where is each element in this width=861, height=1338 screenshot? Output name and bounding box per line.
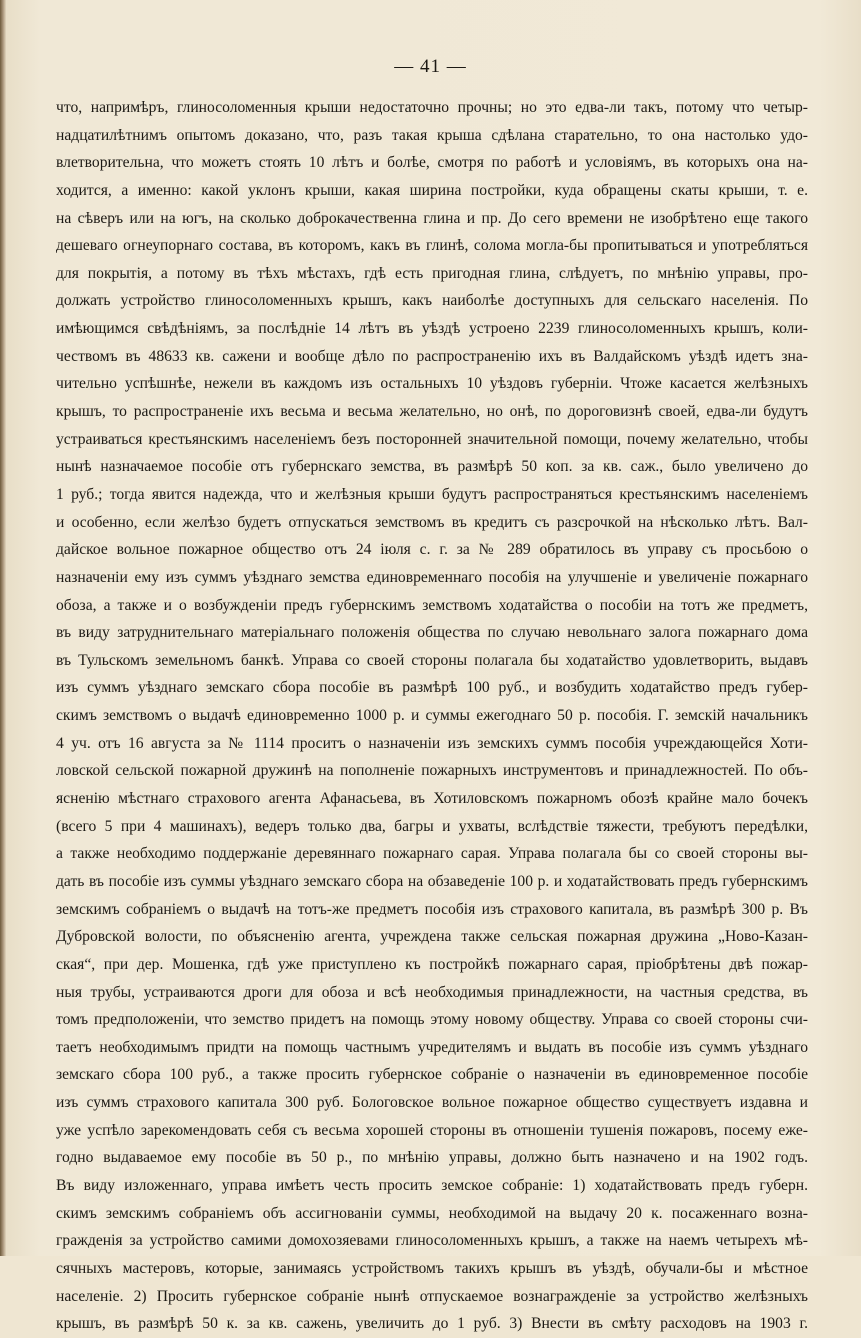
text-line: гражденія за устройство самими домохозяевами глиносоломенныхъ крышъ, а также на наемъ четырехъ мѣ- [56, 1232, 808, 1250]
text-line: изъ суммъ страхового капитала 300 руб. Бологовское вольное пожарное общество существуетъ издавна и [56, 1094, 808, 1112]
text-line: Въ виду изложеннаго, управа имѣетъ честь просить земское собраніе: 1) ходатайствовать предъ губерн. [56, 1176, 808, 1194]
text-line: дешеваго огнеупорнаго состава, въ которомъ, какъ въ глинѣ, солома могла-бы пропитываться и употребляться [56, 237, 808, 255]
text-line: уже успѣло зарекомендовать себя съ весьма хорошей стороны въ отношеніи тушенія пожаровъ, посему еже- [56, 1121, 808, 1139]
text-line: на сѣверъ или на югъ, на сколько доброкачественна глина и пр. До сего времени не изобрѣтено еще такого [56, 209, 808, 227]
text-line: сячныхъ мастеровъ, которые, занимаясь устройствомъ такихъ крышъ въ уѣздѣ, обучали-бы и мѣстное [56, 1259, 808, 1277]
text-line: (всего 5 при 4 машинахъ), ведеръ только два, багры и ухваты, вслѣдствіе тяжести, требуютъ передѣлки, [56, 817, 808, 835]
text-line: земскаго сбора 100 руб., а также просить губернское собраніе о назначеніи въ единовременное пособіе [56, 1066, 808, 1084]
text-line: изъ суммъ уѣзднаго земскаго сбора пособіе въ размѣрѣ 100 руб., и возбудить ходатайство предъ губер- [56, 679, 808, 697]
text-line: устраиваться крестьянскимъ населеніемъ безъ посторонней значительной помощи, почему желательно, чтобы [56, 430, 808, 448]
text-line: томъ предположеніи, что земство придетъ на помощь этому новому обществу. Управа со своей стороны счи- [56, 1011, 808, 1029]
text-line: а также необходимо поддержаніе деревяннаго пожарнаго сарая. Управа полагала бы со своей стороны вы- [56, 845, 808, 863]
text-line: скимъ земствомъ о выдачѣ единовременно 1000 р. и суммы ежегоднаго 50 р. пособія. Г. земскій начальникъ [56, 707, 808, 725]
text-line: что, напримѣръ, глиносоломенныя крыши недостаточно прочны; но это едва-ли такъ, потому что четыр- [56, 99, 808, 116]
text-line: обоза, а также и о возбужденіи предъ губернскимъ земствомъ ходатайства о пособіи на тотъ же предметъ, [56, 596, 808, 614]
text-line: въ виду затруднительнаго матеріальнаго положенія общества по случаю невольнаго залога пожарнаго дома [56, 624, 808, 642]
text-line: надцатилѣтнимъ опытомъ доказано, что, разъ такая крыша сдѣлана старательно, то она настолько удо- [56, 126, 808, 144]
text-line: дать въ пособіе изъ суммы уѣзднаго земскаго сбора на обзаведеніе 100 р. и ходатайствовать предъ губернскимъ [56, 872, 808, 890]
text-line: влетворительна, что можетъ стоять 10 лѣтъ и болѣе, смотря по работѣ и условіямъ, въ которыхъ она на- [56, 154, 808, 172]
text-line: ныя трубы, устраиваются дроги для обоза и всѣ необходимыя принадлежности, на частныя средства, въ [56, 983, 808, 1001]
text-line: нынѣ назначаемое пособіе отъ губернскаго земства, въ размѣрѣ 50 коп. за кв. саж., было увеличено до [56, 458, 808, 476]
page-number: — 41 — [394, 56, 467, 77]
body-text [56, 94, 808, 1338]
text-line: для покрытія, а потому въ тѣхъ мѣстахъ, гдѣ есть пригодная глина, слѣдуетъ, по мнѣнію управы, про- [56, 264, 808, 282]
text-line: ловской сельской пожарной дружинѣ на пополненіе пожарныхъ инструментовъ и принадлежностей. По объ- [56, 762, 808, 780]
text-line: чествомъ въ 48633 кв. сажени и вообще дѣло по распространенію ихъ въ Валдайскомъ уѣздѣ идетъ зна- [56, 347, 808, 365]
text-line: населеніе. 2) Просить губернское собраніе нынѣ отпускаемое вознагражденіе за устройство желѣзныхъ [56, 1287, 808, 1305]
text-line: крышъ, въ размѣрѣ 50 к. за кв. сажень, увеличить до 1 руб. 3) Внести въ смѣту расходовъ на 1903 г. [56, 1315, 808, 1333]
text-line: чительно успѣшнѣе, нежели въ каждомъ изъ остальныхъ 10 уѣздовъ губерніи. Чтоже касается желѣзныхъ [56, 375, 808, 393]
text-line: назначеніи ему изъ суммъ уѣзднаго земства единовременнаго пособія на улучшеніе и увеличеніе пожарнаго [56, 568, 808, 586]
text-line: и особенно, если желѣзо будетъ отпускаться земствомъ въ кредитъ съ разсрочкой на нѣсколько лѣтъ. Вал- [56, 513, 808, 531]
text-line: ская“, при дер. Мошенка, гдѣ уже приступлено къ постройкѣ пожарнаго сарая, пріобрѣтены двѣ пожар- [56, 955, 808, 973]
text-line: земскимъ собраніемъ о выдачѣ на тотъ-же предметъ пособія изъ страхового капитала, въ размѣрѣ 300 р. Въ [56, 900, 808, 918]
text-line: 4 уч. отъ 16 августа за № 1114 проситъ о назначеніи изъ земскихъ суммъ пособія учреждающейся Хоти- [56, 734, 808, 752]
page-binding-edge [0, 0, 6, 1256]
text-line: 1 руб.; тогда явится надежда, что и желѣзныя крыши будутъ распространяться крестьянскимъ населеніемъ [56, 485, 808, 503]
text-line: Дубровской волости, по объясненію агента, учреждена также сельская пожарная дружина „Ново-Казан- [56, 928, 808, 946]
text-line: въ Тульскомъ земельномъ банкѣ. Управа со своей стороны полагала бы ходатайство удовлетворить, выдавъ [56, 651, 808, 669]
text-line: крышъ, то распространеніе ихъ весьма и весьма желательно, но онѣ, по дороговизнѣ своей, едва-ли будутъ [56, 403, 808, 421]
text-line: должать устройство глиносоломенныхъ крышъ, какъ наиболѣе доступныхъ для сельскаго населенія. По [56, 292, 808, 310]
text-line: ходится, а именно: какой уклонъ крыши, какая ширина постройки, куда обращены скаты крыши, т. е. [56, 181, 808, 199]
text-line: годно выдаваемое ему пособіе въ 50 р., по мнѣнію управы, должно быть назначено и на 1902 годъ. [56, 1149, 808, 1167]
text-line: таетъ необходимымъ придти на помощь частнымъ учредителямъ и выдать въ пособіе изъ суммъ уѣзднаго [56, 1038, 808, 1056]
text-line: ясненію мѣстнаго страхового агента Афанасьева, въ Хотиловскомъ пожарномъ обозѣ крайне мало бочекъ [56, 790, 808, 808]
text-line: имѣющимся свѣдѣніямъ, за послѣдніе 14 лѣтъ въ уѣздѣ устроено 2239 глиносоломенныхъ крышъ, коли- [56, 320, 808, 338]
text-line: дайское вольное пожарное общество отъ 24 іюля с. г. за № 289 обратилось въ управу съ просьбою о [56, 541, 808, 559]
text-line: скимъ земскимъ собраніемъ объ ассигнованіи суммы, необходимой на выдачу 20 к. посаженнаго возна- [56, 1204, 808, 1222]
